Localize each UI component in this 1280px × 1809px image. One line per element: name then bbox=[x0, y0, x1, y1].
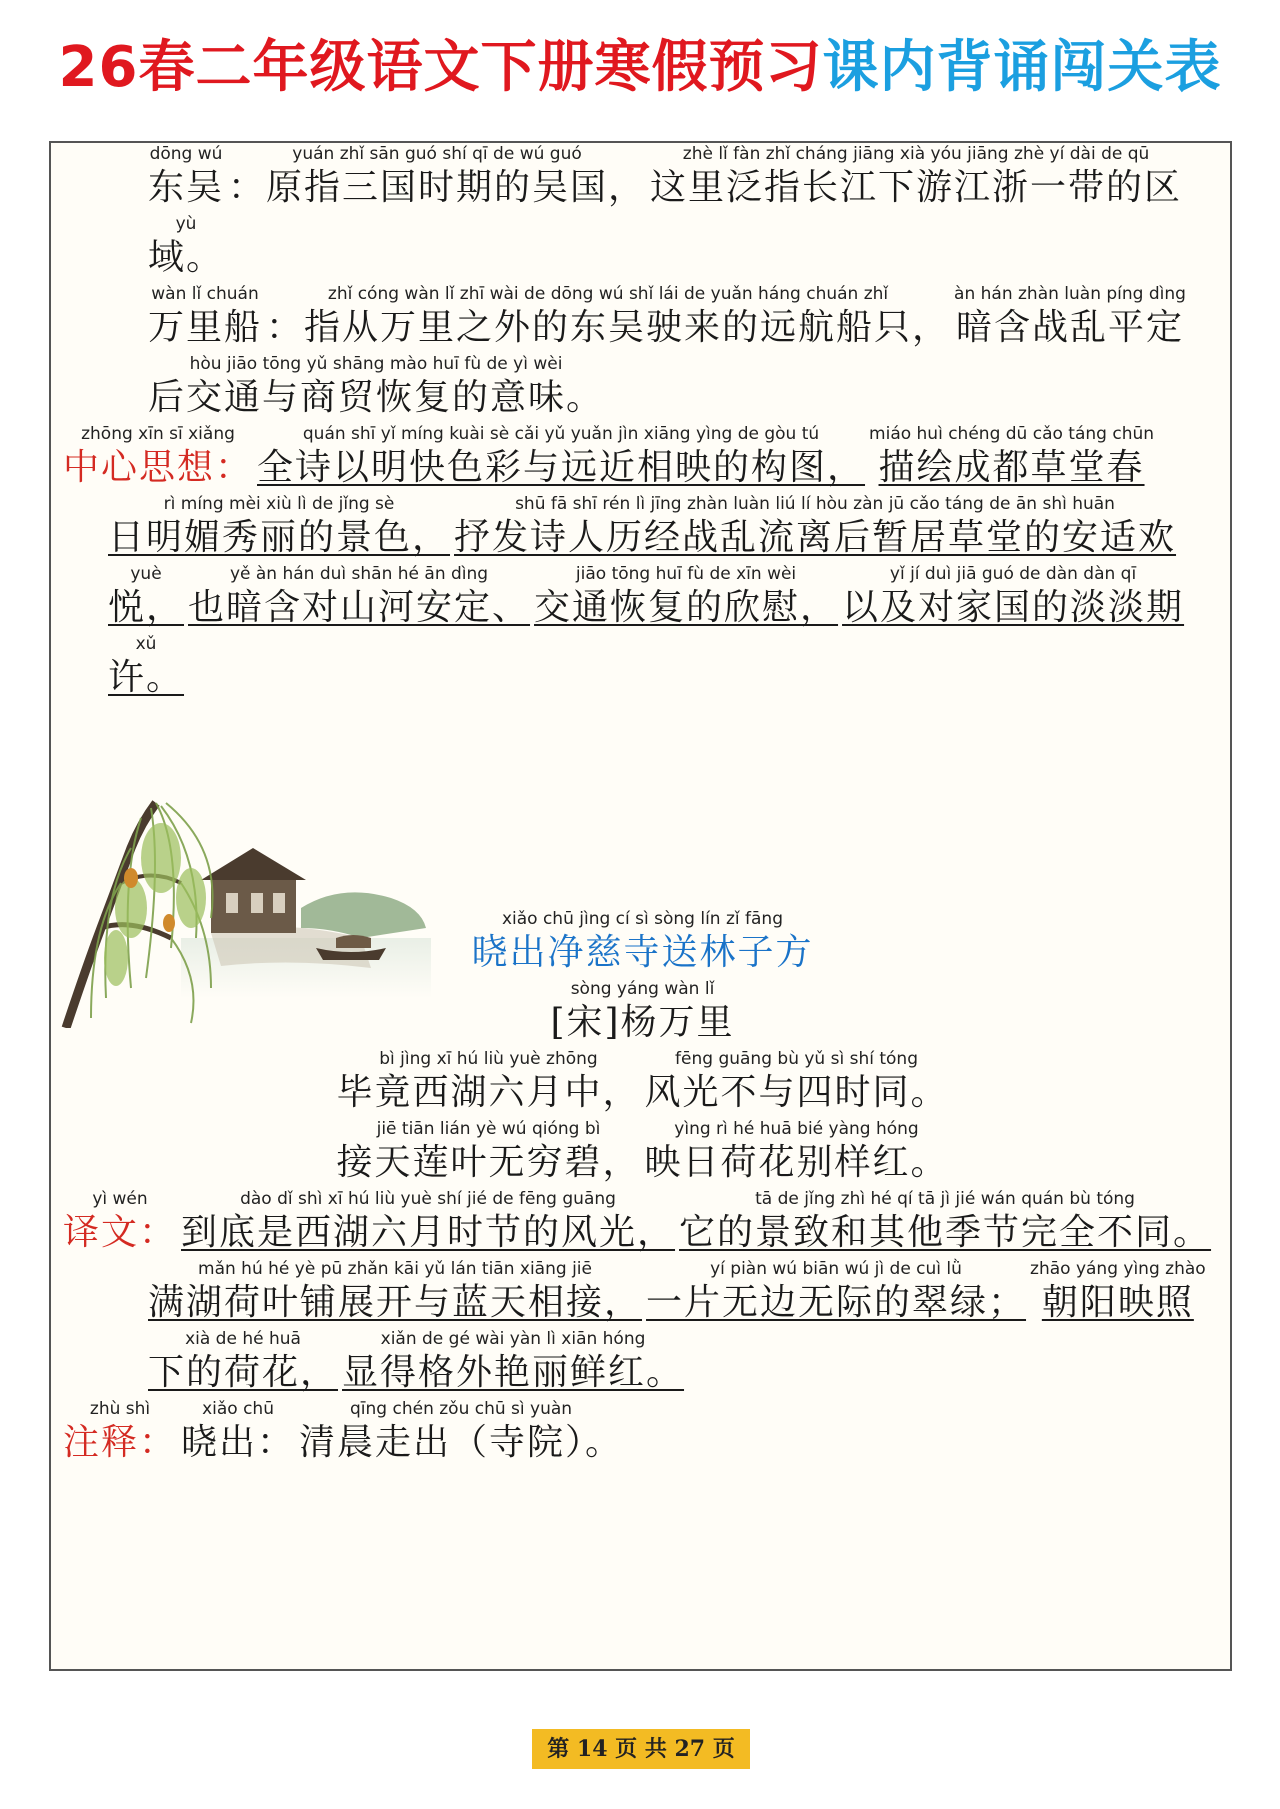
text-line bbox=[106, 633, 186, 701]
hanzi: 悦， bbox=[108, 587, 185, 628]
pinyin: tā de jǐng zhì hé qí tā jì jié wán quán bù tóng bbox=[755, 1189, 1135, 1209]
hanzi: 这里泛指长江下游江浙一带的区 bbox=[650, 167, 1183, 208]
hanzi: 风光不与四时同。 bbox=[644, 1072, 949, 1113]
pinyin: zhōng xīn sī xiǎng bbox=[81, 424, 235, 444]
hanzi: ：原指三国时期的吴国， bbox=[228, 167, 647, 208]
hanzi: 下的荷花， bbox=[148, 1352, 339, 1393]
pinyin: shū fā shī rén lì jīng zhàn luàn liú lí hòu zàn jū cǎo táng de ān shì huān bbox=[515, 494, 1115, 514]
pinyin: jiāo tōng huī fù de xīn wèi bbox=[575, 564, 797, 584]
hanzi: 注释： bbox=[63, 1422, 178, 1463]
text-line bbox=[146, 143, 1184, 211]
hanzi: 朝阳映照 bbox=[1041, 1282, 1194, 1323]
pinyin: yù bbox=[175, 214, 197, 234]
text-segment bbox=[471, 908, 813, 976]
text-segment bbox=[336, 1118, 640, 1186]
pinyin: jiē tiān lián yè wú qióng bì bbox=[376, 1119, 601, 1139]
pinyin: hòu jiāo tōng yǔ shāng mào huī fù de yì wèi bbox=[189, 354, 563, 374]
text-segment bbox=[108, 633, 184, 701]
text-segment bbox=[1030, 1258, 1206, 1326]
text-segment bbox=[181, 1188, 675, 1256]
pinyin: zhù shì bbox=[89, 1399, 151, 1419]
text-segment bbox=[954, 283, 1186, 351]
pinyin: xiǎo chū jìng cí sì sòng lín zǐ fāng bbox=[501, 909, 784, 929]
pinyin: dōng wú bbox=[149, 144, 223, 164]
text-line bbox=[146, 1258, 1208, 1326]
text-line bbox=[146, 283, 1188, 351]
hanzi: 抒发诗人历经战乱流离后暂居草堂的安适欢 bbox=[454, 517, 1177, 558]
text-segment bbox=[534, 563, 838, 631]
text-line bbox=[51, 1048, 1234, 1116]
hanzi: 万里船 bbox=[148, 307, 263, 348]
pinyin: yuè bbox=[130, 564, 162, 584]
willow-boat-painting bbox=[61, 788, 431, 1028]
hanzi: 许。 bbox=[108, 657, 185, 698]
hanzi: ：指从万里之外的东吴驶来的远航船只， bbox=[266, 307, 951, 348]
text-segment bbox=[869, 423, 1154, 491]
text-line bbox=[61, 1188, 1213, 1256]
text-segment bbox=[148, 283, 262, 351]
pinyin: fēng guāng bù yǔ sì shí tóng bbox=[675, 1049, 918, 1069]
pinyin: qīng chén zǒu chū sì yuàn bbox=[350, 1399, 573, 1419]
hanzi: 描绘成都草堂春 bbox=[878, 447, 1145, 488]
text-segment bbox=[266, 283, 950, 351]
hanzi: 它的景致和其他季节完全不同。 bbox=[679, 1212, 1212, 1253]
hanzi: 域。 bbox=[148, 237, 225, 278]
text-segment bbox=[550, 978, 734, 1046]
hanzi: [宋]杨万里 bbox=[550, 1002, 735, 1043]
hanzi: 暗含战乱平定 bbox=[955, 307, 1184, 348]
hanzi: 晓出净慈寺送林子方 bbox=[471, 932, 814, 973]
pinyin: yě àn hán duì shān hé ān dìng bbox=[229, 564, 489, 584]
pinyin: bì jìng xī hú liù yuè zhōng bbox=[379, 1049, 598, 1069]
text-segment bbox=[650, 143, 1182, 211]
text-line bbox=[51, 1118, 1234, 1186]
pinyin: yí piàn wú biān wú jì de cuì lǜ bbox=[710, 1259, 962, 1279]
text-segment bbox=[148, 353, 604, 421]
page-number: 第 14 页 共 27 页 bbox=[532, 1729, 750, 1769]
pinyin: xiǎo chū bbox=[202, 1399, 274, 1419]
hanzi: 后交通与商贸恢复的意味。 bbox=[148, 377, 605, 418]
text-segment bbox=[148, 1258, 642, 1326]
text-segment bbox=[645, 1118, 949, 1186]
hanzi: 毕竟西湖六月中， bbox=[336, 1072, 641, 1113]
text-segment bbox=[148, 213, 224, 281]
text-line bbox=[146, 1328, 686, 1396]
text-segment bbox=[842, 563, 1184, 631]
text-line bbox=[146, 213, 226, 281]
pinyin: xǔ bbox=[135, 634, 157, 654]
text-segment bbox=[63, 1188, 177, 1256]
text-segment bbox=[181, 1398, 295, 1466]
hanzi: 接天莲叶无穷碧， bbox=[336, 1142, 641, 1183]
hanzi: 清晨走出（寺院）。 bbox=[299, 1422, 624, 1463]
title-part: 26春二年级语文下册 bbox=[58, 35, 595, 100]
pinyin: xiǎn de gé wài yàn lì xiān hóng bbox=[380, 1329, 646, 1349]
hanzi: 交通恢复的欣慰， bbox=[534, 587, 839, 628]
text-segment bbox=[342, 1328, 684, 1396]
text-line bbox=[61, 1398, 625, 1466]
hanzi: 全诗以明快色彩与远近相映的构图， bbox=[257, 447, 866, 488]
hanzi: 日明媚秀丽的景色， bbox=[108, 517, 451, 558]
text-segment bbox=[646, 1258, 1026, 1326]
hanzi: 一片无边无际的翠绿； bbox=[646, 1282, 1027, 1323]
text-segment bbox=[257, 423, 865, 491]
text-segment bbox=[148, 1328, 338, 1396]
pinyin: zhāo yáng yìng zhào bbox=[1030, 1259, 1206, 1279]
text-segment bbox=[63, 1398, 177, 1466]
hanzi: 中心思想： bbox=[63, 447, 254, 488]
title-part: 课内背诵闯关表 bbox=[822, 35, 1222, 100]
hanzi: 也暗含对山河安定、 bbox=[188, 587, 531, 628]
document-title bbox=[0, 35, 1280, 100]
text-segment bbox=[679, 1188, 1211, 1256]
hanzi: 以及对家国的淡淡期 bbox=[842, 587, 1185, 628]
text-segment bbox=[108, 493, 450, 561]
text-segment bbox=[148, 143, 224, 211]
text-line bbox=[106, 493, 1178, 561]
text-segment bbox=[228, 143, 646, 211]
text-line bbox=[61, 423, 1156, 491]
text-segment bbox=[336, 1048, 640, 1116]
text-line bbox=[146, 353, 606, 421]
pinyin: àn hán zhàn luàn píng dìng bbox=[954, 284, 1186, 304]
pinyin: mǎn hú hé yè pū zhǎn kāi yǔ lán tiān xiāng jiē bbox=[198, 1259, 592, 1279]
pinyin: zhè lǐ fàn zhǐ cháng jiāng xià yóu jiāng zhè yí dài de qū bbox=[682, 144, 1150, 164]
pinyin: yì wén bbox=[92, 1189, 148, 1209]
hanzi: 显得格外艳丽鲜红。 bbox=[342, 1352, 685, 1393]
text-segment bbox=[299, 1398, 623, 1466]
text-segment bbox=[63, 423, 253, 491]
hanzi: 满湖荷叶铺展开与蓝天相接， bbox=[148, 1282, 643, 1323]
text-line bbox=[106, 563, 1186, 631]
hanzi: 到底是西湖六月时节的风光， bbox=[181, 1212, 676, 1253]
pinyin: zhǐ cóng wàn lǐ zhī wài de dōng wú shǐ lái de yuǎn háng chuán zhǐ bbox=[327, 284, 889, 304]
hanzi: 晓出： bbox=[181, 1422, 296, 1463]
pinyin: yìng rì hé huā bié yàng hóng bbox=[674, 1119, 919, 1139]
pinyin: quán shī yǐ míng kuài sè cǎi yǔ yuǎn jìn xiāng yìng de gòu tú bbox=[302, 424, 820, 444]
hanzi: 映日荷花别样红。 bbox=[644, 1142, 949, 1183]
text-segment bbox=[108, 563, 184, 631]
content-frame bbox=[49, 141, 1232, 1671]
hanzi: 译文： bbox=[63, 1212, 178, 1253]
pinyin: dào dǐ shì xī hú liù yuè shí jié de fēng guāng bbox=[240, 1189, 616, 1209]
pinyin: rì míng mèi xiù lì de jǐng sè bbox=[163, 494, 395, 514]
pinyin: yǐ jí duì jiā guó de dàn dàn qī bbox=[889, 564, 1137, 584]
pinyin: yuán zhǐ sān guó shí qī de wú guó bbox=[292, 144, 582, 164]
pinyin: xià de hé huā bbox=[185, 1329, 301, 1349]
pinyin: wàn lǐ chuán bbox=[151, 284, 259, 304]
text-segment bbox=[188, 563, 530, 631]
pinyin: miáo huì chéng dū cǎo táng chūn bbox=[869, 424, 1155, 444]
text-segment bbox=[645, 1048, 949, 1116]
title-part: 寒假预习 bbox=[594, 35, 823, 100]
text-segment bbox=[454, 493, 1176, 561]
hanzi: 东吴 bbox=[148, 167, 225, 208]
pinyin: sòng yáng wàn lǐ bbox=[570, 979, 715, 999]
